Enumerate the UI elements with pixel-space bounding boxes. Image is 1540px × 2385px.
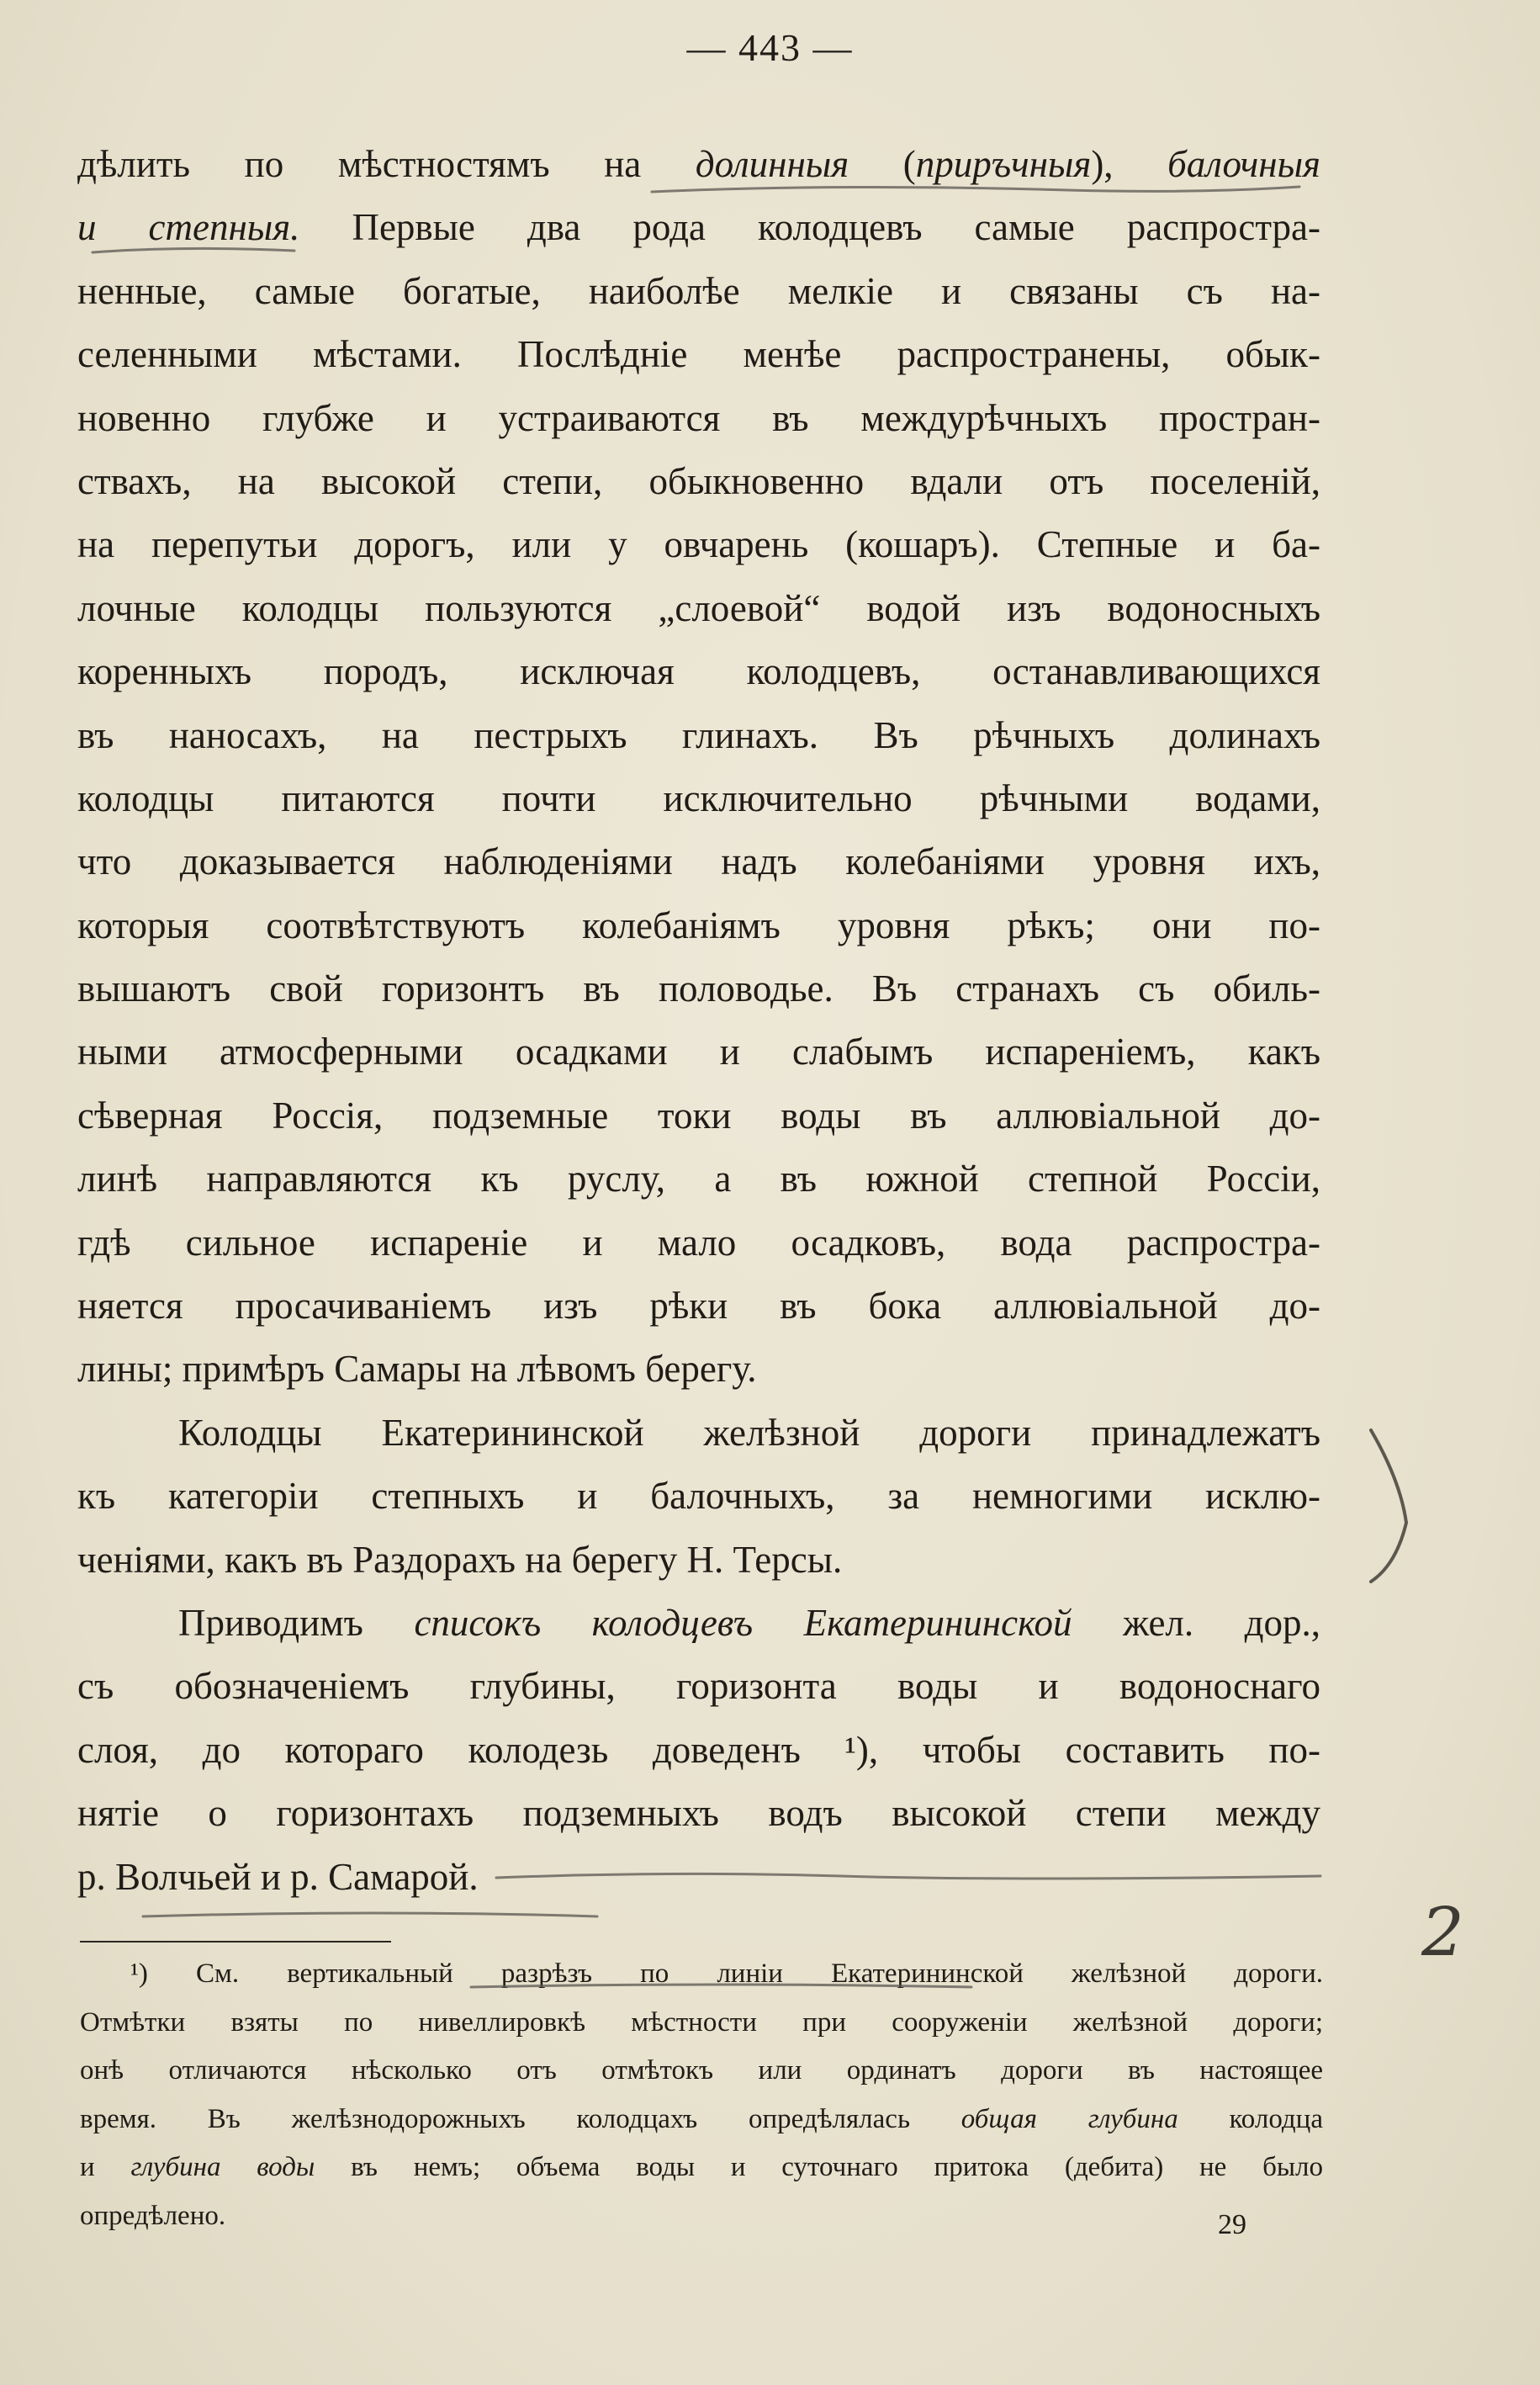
text-line: слоя, до котораго колодезь доведенъ ¹), чтобы составить по- bbox=[77, 1728, 1320, 1771]
page-header: — 443 — bbox=[686, 26, 854, 69]
text-line: сѣверная Россія, подземные токи воды въ аллювіальной до- bbox=[77, 1094, 1320, 1137]
text-line: съ обозначеніемъ глубины, горизонта воды и водоноснаго bbox=[77, 1665, 1320, 1708]
margin-mark: 2 bbox=[1421, 1893, 1464, 1971]
text-line: нятіе о горизонтахъ подземныхъ водъ высокой степи между bbox=[77, 1792, 1320, 1835]
text-line-24: Приводимъ списокъ колодцевъ Екатерининской жел. дор., bbox=[178, 1601, 1321, 1644]
text-line: Колодцы Екатерининской желѣзной дороги принадлежатъ bbox=[178, 1411, 1320, 1454]
footnote-line: онѣ отличаются нѣсколько отъ отмѣтокъ или ординатъ дороги въ настоящее bbox=[80, 2055, 1323, 2086]
italic-phrase: долинныя bbox=[695, 143, 849, 185]
main-text bbox=[77, 133, 1320, 1909]
footnote-line: Отмѣтки взяты по нивеллировкѣ мѣстности при сооруженіи желѣзной дороги; bbox=[80, 2006, 1323, 2038]
text-line: ненные, самые богатые, наиболѣе мелкіе и связаны съ на- bbox=[77, 269, 1320, 312]
text-line: что доказывается наблюденіями надъ колебаніями уровня ихъ, bbox=[77, 840, 1320, 883]
text-line: гдѣ сильное испареніе и мало осадковъ, вода распростра- bbox=[77, 1221, 1320, 1264]
text-line: р. Волчьей и р. Самарой. bbox=[77, 1855, 479, 1898]
italic-phrase: приръчныя bbox=[915, 143, 1092, 185]
text-line: ными атмосферными осадками и слабымъ испареніемъ, какъ bbox=[77, 1031, 1320, 1073]
footnote-rule bbox=[80, 1941, 391, 1942]
text-line: колодцы питаются почти исключительно рѣчными водами, bbox=[77, 776, 1320, 819]
italic-phrase: списокъ колодцевъ Екатерининской bbox=[414, 1601, 1072, 1644]
footnote bbox=[80, 1950, 1323, 2241]
text-line: новенно глубже и устраиваются въ междурѣчныхъ простран- bbox=[77, 396, 1320, 439]
text-line: ствахъ, на высокой степи, обыкновенно вдали отъ поселеній, bbox=[77, 459, 1320, 502]
text-line: въ наносахъ, на пестрыхъ глинахъ. Въ рѣчныхъ долинахъ bbox=[77, 713, 1320, 756]
italic-phrase: балочныя bbox=[1167, 143, 1320, 185]
text-line: селенными мѣстами. Послѣдніе менѣе распространены, обык- bbox=[77, 333, 1320, 376]
footnote-line: ¹) См. вертикальный разрѣзъ по линіи Екатерининской желѣзной дороги. bbox=[130, 1958, 1323, 1989]
text-line: лины; примѣръ Самары на лѣвомъ берегу. bbox=[77, 1348, 757, 1391]
footnote-line-3: время. Въ желѣзнодорожныхъ колодцахъ опредѣлялась общая глубина колодца bbox=[80, 2103, 1323, 2134]
text-line: лочные колодцы пользуются „слоевой“ водой изъ водоносныхъ bbox=[77, 586, 1320, 629]
text-line: вышаютъ свой горизонтъ въ половодье. Въ странахъ съ обиль- bbox=[77, 967, 1320, 1010]
footnote-line: опредѣлено. bbox=[80, 2200, 226, 2231]
text-line: ченіями, какъ въ Раздорахъ на берегу Н. Терсы. bbox=[77, 1538, 843, 1581]
text-line: на перепутьи дорогъ, или у овчарень (кошаръ). Степные и ба- bbox=[77, 523, 1320, 566]
footnote-line-4: и глубина воды въ немъ; объема воды и суточнаго притока (дебита) не было bbox=[80, 2152, 1324, 2183]
text-line: которыя соотвѣтствуютъ колебаніямъ уровня рѣкъ; они по- bbox=[77, 904, 1320, 946]
page-number: 29 bbox=[1218, 2209, 1246, 2240]
text-line: къ категоріи степныхъ и балочныхъ, за немногими исклю- bbox=[77, 1475, 1320, 1518]
text-line: линѣ направляются къ руслу, а въ южной степной Россіи, bbox=[77, 1158, 1320, 1200]
italic-phrase: и степныя. bbox=[77, 206, 300, 249]
text-line: няется просачиваніемъ изъ рѣки въ бока аллювіальной до- bbox=[77, 1285, 1320, 1328]
text-line-2: и степныя. Первые два рода колодцевъ самые распростра- bbox=[77, 206, 1320, 249]
text-line-1: дѣлить по мѣстностямъ на долинныя (приръчныя), балочныя bbox=[77, 143, 1320, 185]
text-line: коренныхъ породъ, исключая колодцевъ, останавливающихся bbox=[77, 650, 1320, 693]
